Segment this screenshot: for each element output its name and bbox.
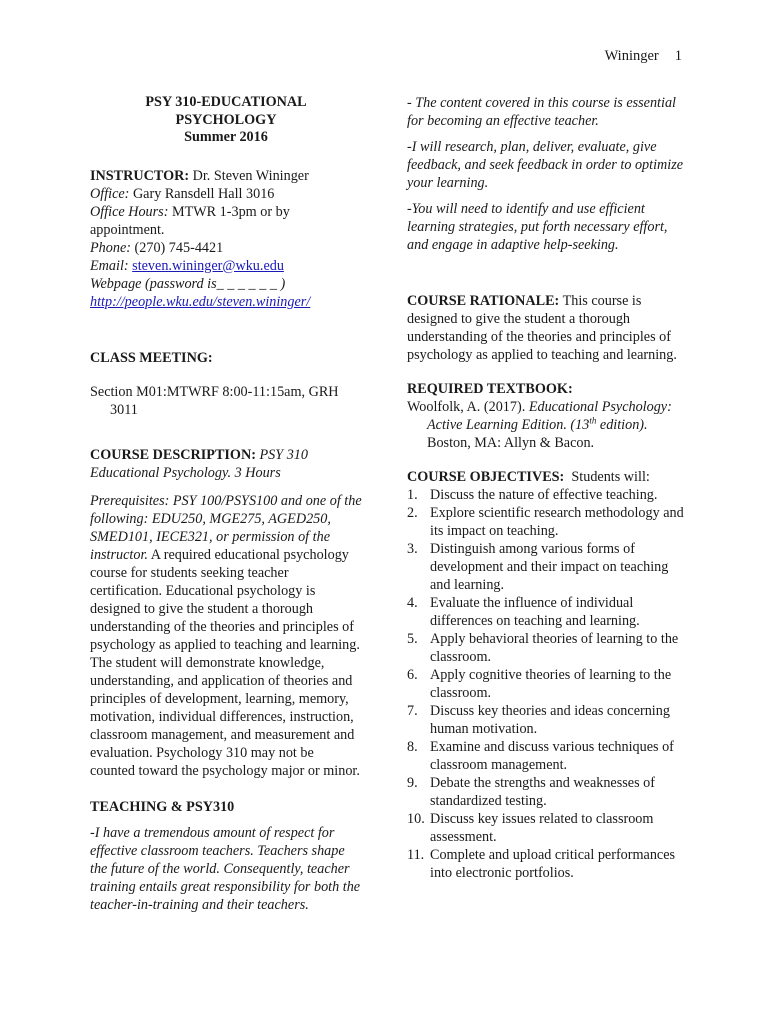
objective-text: Distinguish among various forms of development and their impact on teaching and learning. bbox=[430, 541, 669, 593]
course-description-body: A required educational psychology course for students seeking teacher certification. Educational psychology is designed to give the student a thorough understanding of the theories and principles of psychology as applied to teaching and learning. The student will demonstrate knowledge, understanding, and application of theories and principles of development, learning, memory, motivation, individual differences, instruction, classroom management, and measurement and evaluation. Psychology 310 may not be counted toward the psychology major or minor. bbox=[90, 546, 360, 779]
objective-text: Apply behavioral theories of learning to the classroom. bbox=[430, 631, 679, 665]
rationale-text: This course is designed to give the student a thorough understanding of the theories and principles of psychology as applied to teaching and learning. bbox=[407, 293, 677, 363]
objective-text: Complete and upload critical performances into electronic portfolios. bbox=[430, 847, 676, 881]
italic-paragraph-3-text: -You will need to identify and use efficient learning strategies, put forth necessary effort, and engage in adaptive help-seeking. bbox=[407, 201, 668, 253]
objective-number: 8. bbox=[407, 739, 418, 755]
objective-item bbox=[407, 504, 685, 540]
course-description-text bbox=[90, 492, 362, 780]
course-title-line-2: PSYCHOLOGY bbox=[175, 111, 277, 128]
teaching-body: -I have a tremendous amount of respect for effective classroom teachers. Teachers shape the future of the world. Consequently, teacher training entails great responsibility for both the teacher-in-training and their teachers. bbox=[90, 824, 361, 913]
objective-number: 6. bbox=[407, 667, 418, 683]
objective-number: 11. bbox=[407, 847, 425, 863]
objective-number: 1. bbox=[407, 487, 418, 503]
italic-paragraph-3 bbox=[407, 200, 685, 254]
course-description-title: PSY 310 Educational Psychology. 3 Hours bbox=[90, 446, 308, 481]
webpage-link[interactable]: http://people.wku.edu/steven.wininger/ bbox=[90, 293, 311, 310]
email-link[interactable]: steven.wininger@wku.edu bbox=[132, 257, 284, 274]
email-label: Email: bbox=[90, 257, 129, 274]
objectives-heading: COURSE OBJECTIVES: bbox=[407, 469, 565, 485]
webpage-label: Webpage (password is_ _ _ _ _ _ ) bbox=[90, 275, 286, 292]
page-header bbox=[560, 47, 682, 65]
course-term: Summer 2016 bbox=[184, 129, 268, 145]
office-label: Office: bbox=[90, 185, 130, 202]
phone-label: Phone: bbox=[90, 239, 131, 256]
office-hours-label: Office Hours: bbox=[90, 203, 169, 220]
instructor-block bbox=[90, 167, 362, 311]
objective-item bbox=[407, 738, 685, 774]
objective-number: 10. bbox=[407, 811, 425, 827]
header-name: Wininger bbox=[604, 48, 659, 64]
objective-item bbox=[407, 774, 685, 810]
right-column bbox=[407, 94, 685, 882]
objectives-list bbox=[407, 486, 685, 882]
instructor-label: INSTRUCTOR: bbox=[90, 167, 190, 184]
course-description-heading-line bbox=[90, 446, 362, 482]
objective-item bbox=[407, 702, 685, 738]
objective-number: 9. bbox=[407, 775, 418, 791]
teaching-heading: TEACHING & PSY310 bbox=[90, 798, 235, 815]
class-meeting-heading: CLASS MEETING: bbox=[90, 349, 213, 366]
objective-number: 7. bbox=[407, 703, 418, 719]
italic-paragraph-1-text: - The content covered in this course is essential for becoming an effective teacher. bbox=[407, 95, 676, 129]
objective-item bbox=[407, 594, 685, 630]
objective-item bbox=[407, 666, 685, 702]
objective-text: Evaluate the influence of individual differences on teaching and learning. bbox=[430, 595, 640, 629]
objective-text: Apply cognitive theories of learning to the classroom. bbox=[430, 667, 672, 701]
textbook-title: Educational Psychology: Active Learning Edition. (13 bbox=[427, 399, 672, 433]
objective-number: 2. bbox=[407, 505, 418, 521]
left-column bbox=[90, 94, 362, 914]
textbook-sup: th bbox=[589, 415, 597, 426]
objective-item bbox=[407, 846, 685, 882]
prerequisites-text: Prerequisites: PSY 100/PSYS100 and one of the following: EDU250, MGE275, AGED250, SMED101, IECE321, or permission of the instructor. bbox=[90, 492, 362, 563]
objective-number: 3. bbox=[407, 541, 418, 557]
textbook-heading: REQUIRED TEXTBOOK: bbox=[407, 381, 573, 397]
italic-paragraph-1 bbox=[407, 94, 685, 130]
objective-item bbox=[407, 486, 685, 504]
textbook-publisher: Boston, MA: Allyn & Bacon. bbox=[427, 435, 595, 451]
objective-text: Explore scientific research methodology and its impact on teaching. bbox=[430, 505, 684, 539]
page-number: 1 bbox=[674, 48, 682, 64]
phone-value: (270) 745-4421 bbox=[130, 239, 224, 256]
objective-item bbox=[407, 540, 685, 594]
course-title bbox=[90, 94, 362, 147]
office-hours-value: MTWR 1-3pm or by appointment. bbox=[90, 203, 290, 238]
textbook-citation bbox=[407, 398, 685, 452]
objective-text: Discuss key issues related to classroom assessment. bbox=[430, 811, 654, 845]
italic-paragraph-2 bbox=[407, 138, 685, 192]
teaching-text bbox=[90, 824, 362, 914]
objective-item bbox=[407, 810, 685, 846]
textbook-edition: edition). bbox=[596, 417, 648, 433]
textbook-author: Woolfolk, A. (2017). bbox=[407, 399, 529, 415]
rationale bbox=[407, 292, 685, 364]
office-value: Gary Ransdell Hall 3016 bbox=[129, 185, 275, 202]
objective-number: 5. bbox=[407, 631, 418, 647]
rationale-heading: COURSE RATIONALE: bbox=[407, 293, 560, 309]
course-title-line-1: PSY 310-EDUCATIONAL bbox=[145, 94, 307, 110]
objective-text: Examine and discuss various techniques of classroom management. bbox=[430, 739, 674, 773]
italic-paragraph-2-text: -I will research, plan, deliver, evaluate, give feedback, and seek feedback in order to optimize your learning. bbox=[407, 139, 684, 191]
course-description-heading: COURSE DESCRIPTION: bbox=[90, 446, 256, 463]
objective-item bbox=[407, 630, 685, 666]
objective-text: Discuss the nature of effective teaching. bbox=[430, 487, 658, 503]
instructor-name: Dr. Steven Wininger bbox=[189, 167, 309, 184]
objective-text: Debate the strengths and weaknesses of standardized testing. bbox=[430, 775, 655, 809]
objectives-intro: Students will: bbox=[564, 469, 650, 485]
objective-number: 4. bbox=[407, 595, 418, 611]
class-meeting-text: Section M01:MTWRF 8:00-11:15am, GRH 3011 bbox=[90, 383, 339, 418]
objective-text: Discuss key theories and ideas concerning human motivation. bbox=[430, 703, 670, 737]
objectives-heading-line bbox=[407, 468, 685, 486]
